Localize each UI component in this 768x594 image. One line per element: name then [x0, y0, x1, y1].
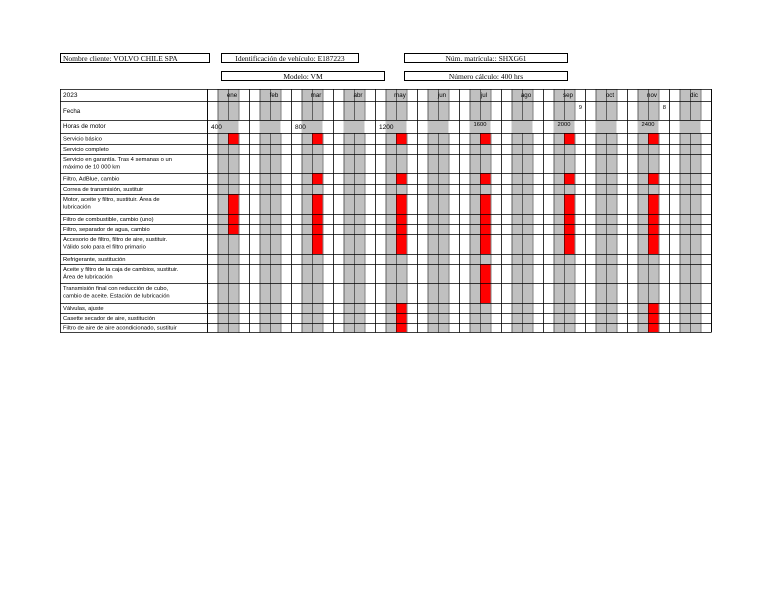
service-due-cell	[228, 133, 239, 144]
service-label: Área de lubricación	[63, 274, 113, 281]
shaded-date-cell	[396, 101, 407, 120]
service-due-cell	[228, 194, 239, 214]
service-label: máximo de 10 000 km	[63, 164, 121, 171]
shaded-date-cell	[438, 101, 449, 120]
engine-hours-value: 1200	[379, 124, 394, 131]
service-due-cell	[564, 224, 575, 234]
shaded-cell-column	[344, 120, 355, 332]
shaded-header-cell	[680, 89, 691, 101]
service-due-cell	[312, 194, 323, 214]
service-due-cell	[396, 224, 407, 234]
shaded-date-cell	[564, 101, 575, 120]
service-label: Servicio básico	[63, 136, 102, 143]
service-label: Casette secador de aire, sustitución	[63, 316, 156, 323]
year-label: 2023	[63, 92, 78, 99]
service-label: Transmisión final con reducción de cubo,	[63, 285, 169, 292]
shaded-cell-column	[428, 120, 439, 332]
service-due-cell	[396, 313, 407, 323]
shaded-date-cell	[312, 101, 323, 120]
shaded-header-cell	[596, 89, 607, 101]
service-due-cell	[480, 264, 491, 283]
service-label: lubricación	[63, 204, 91, 211]
shaded-date-cell	[270, 101, 281, 120]
month-label: dic	[690, 92, 698, 99]
shaded-date-cell	[480, 101, 491, 120]
shaded-date-cell	[386, 101, 397, 120]
date-row-label: Fecha	[63, 108, 81, 115]
service-due-cell	[564, 194, 575, 214]
service-due-cell	[648, 224, 659, 234]
service-due-cell	[312, 234, 323, 254]
shaded-date-cell	[522, 101, 533, 120]
service-due-cell	[648, 313, 659, 323]
service-label: cambio de aceite. Estación de lubricación	[63, 293, 170, 300]
service-due-cell	[396, 194, 407, 214]
shaded-cell-column	[638, 120, 649, 332]
shaded-cell-column	[270, 120, 281, 332]
shaded-date-cell	[228, 101, 239, 120]
service-due-cell	[312, 173, 323, 184]
month-label: sep	[563, 92, 573, 99]
shaded-header-cell	[344, 89, 355, 101]
shaded-date-cell	[344, 101, 355, 120]
shaded-date-cell	[606, 101, 617, 120]
month-label: mar	[310, 92, 322, 99]
shaded-cell-column	[218, 120, 229, 332]
shaded-date-cell	[428, 101, 439, 120]
month-label: oct	[605, 92, 615, 99]
service-due-cell	[648, 234, 659, 254]
month-label: nov	[647, 92, 657, 99]
month-label: may	[394, 92, 406, 99]
shaded-cell-column	[680, 120, 691, 332]
shaded-date-cell	[690, 101, 701, 120]
service-due-cell	[396, 133, 407, 144]
date-value: 9	[578, 105, 582, 111]
service-due-cell	[480, 283, 491, 303]
service-due-cell	[648, 323, 659, 332]
service-label: Filtro, separador de agua, cambio	[63, 227, 150, 234]
service-due-cell	[312, 224, 323, 234]
service-due-cell	[648, 214, 659, 224]
engine-hours-value: 400	[211, 124, 222, 131]
service-due-cell	[648, 133, 659, 144]
service-label: Filtro de combustible, cambio (uno)	[63, 217, 154, 224]
calculation-number-field: Número cálculo: 400 hrs	[404, 71, 568, 81]
service-label: Correa de transmisión, sustituir	[63, 187, 144, 194]
service-due-cell	[480, 234, 491, 254]
shaded-date-cell	[680, 101, 691, 120]
service-due-cell	[228, 224, 239, 234]
month-label: feb	[269, 92, 279, 99]
shaded-header-cell	[470, 89, 481, 101]
service-label: Aceite y filtro de la caja de cambios, sustituir.	[63, 266, 179, 273]
month-label: ago	[520, 92, 532, 99]
service-due-cell	[564, 214, 575, 224]
service-due-cell	[396, 173, 407, 184]
shaded-cell-column	[554, 120, 565, 332]
service-label: Servicio en garantía. Tras 4 semanas o un	[63, 156, 172, 163]
service-label: Válido solo para el filtro primario	[63, 244, 146, 251]
shaded-date-cell	[596, 101, 607, 120]
engine-hours-value: 800	[295, 124, 306, 131]
shaded-cell-column	[386, 120, 397, 332]
month-label: abr	[353, 92, 363, 99]
service-due-cell	[396, 234, 407, 254]
service-label: Motor, aceite y filtro, sustituir. Área de	[63, 196, 160, 203]
service-due-cell	[564, 173, 575, 184]
shaded-date-cell	[512, 101, 523, 120]
shaded-date-cell	[260, 101, 271, 120]
service-due-cell	[648, 303, 659, 313]
service-due-cell	[480, 214, 491, 224]
service-label: Filtro, AdBlue, cambio	[63, 176, 120, 183]
plate-number-field: Núm. matrícula:: SHXG61	[404, 53, 568, 63]
service-due-cell	[480, 173, 491, 184]
shaded-cell-column	[512, 120, 523, 332]
date-value: 8	[662, 105, 666, 111]
service-due-cell	[396, 323, 407, 332]
vehicle-id-field: Identificación de vehículo: E187223	[221, 53, 359, 63]
service-due-cell	[480, 133, 491, 144]
shaded-date-cell	[302, 101, 313, 120]
shaded-date-cell	[648, 101, 659, 120]
shaded-cell-column	[522, 120, 533, 332]
shaded-cell-column	[260, 120, 271, 332]
engine-hours-value: 2400	[641, 122, 655, 128]
shaded-date-cell	[354, 101, 365, 120]
month-label: jun	[437, 92, 447, 99]
shaded-cell-column	[606, 120, 617, 332]
service-due-cell	[648, 194, 659, 214]
hours-row-label: Horas de motor	[63, 123, 106, 130]
service-due-cell	[648, 173, 659, 184]
service-label: Válvulas, ajuste	[63, 306, 104, 313]
service-label: Filtro de aire de aire acondicionado, sustituir	[63, 325, 177, 332]
shaded-date-cell	[554, 101, 565, 120]
service-label: Accesorio de filtro, filtro de aire, sustituir.	[63, 236, 168, 243]
engine-hours-value: 2000	[557, 122, 571, 128]
month-label: jul	[480, 92, 488, 99]
service-due-cell	[480, 224, 491, 234]
engine-hours-value: 1600	[473, 122, 487, 128]
shaded-cell-column	[690, 120, 701, 332]
service-due-cell	[564, 234, 575, 254]
model-field: Modelo: VM	[221, 71, 385, 81]
shaded-header-cell	[260, 89, 271, 101]
service-due-cell	[396, 303, 407, 313]
shaded-header-cell	[428, 89, 439, 101]
shaded-date-cell	[470, 101, 481, 120]
client-name-field: Nombre cliente: VOLVO CHILE SPA	[60, 53, 210, 63]
shaded-cell-column	[302, 120, 313, 332]
service-due-cell	[564, 133, 575, 144]
service-due-cell	[228, 214, 239, 224]
service-due-cell	[396, 214, 407, 224]
shaded-date-cell	[218, 101, 229, 120]
shaded-cell-column	[470, 120, 481, 332]
service-due-cell	[312, 214, 323, 224]
service-label: Refrigerante, sustitución	[63, 257, 126, 264]
service-label: Servicio completo	[63, 147, 109, 154]
service-due-cell	[480, 194, 491, 214]
month-label: ene	[226, 92, 238, 99]
service-due-cell	[312, 133, 323, 144]
shaded-cell-column	[438, 120, 449, 332]
shaded-date-cell	[638, 101, 649, 120]
shaded-cell-column	[354, 120, 365, 332]
shaded-cell-column	[596, 120, 607, 332]
